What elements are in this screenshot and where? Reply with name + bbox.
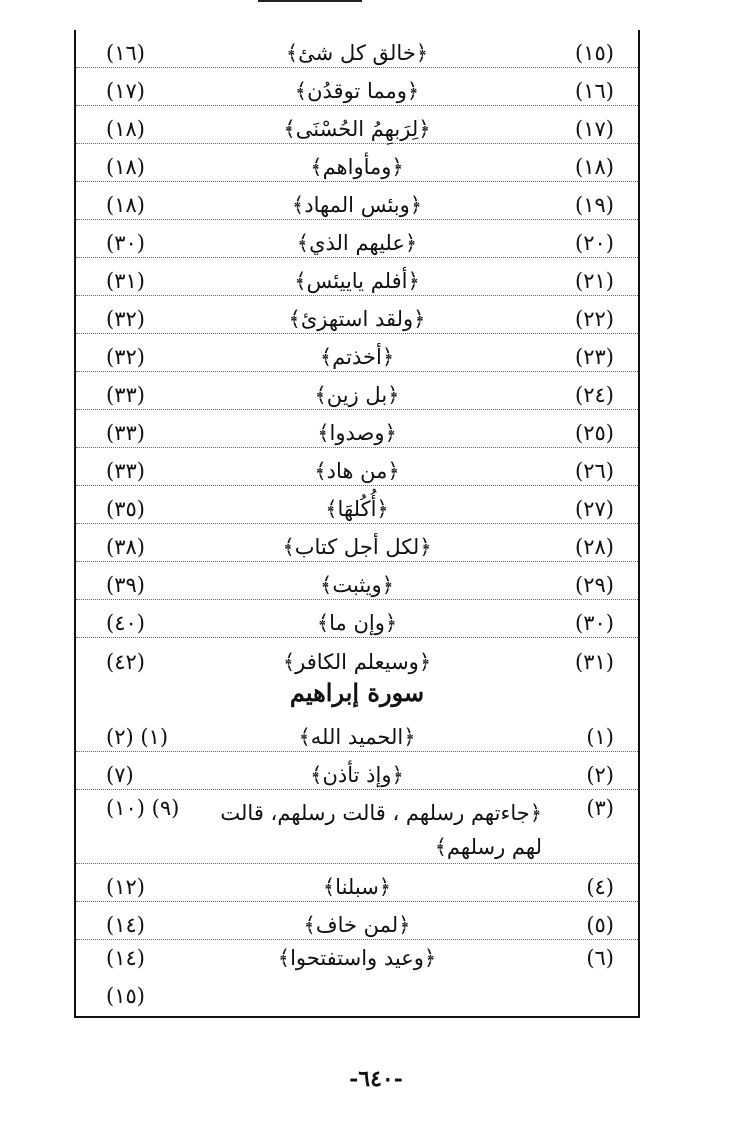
verse-number: (١٩): [575, 193, 614, 217]
verse-number: (١٦): [575, 79, 614, 103]
verse-words: ﴿أفلم ياييئس﴾: [294, 269, 420, 293]
verse-words: ﴿وإن ما﴾: [316, 611, 398, 635]
verse-words: ﴿أُكُلهَا﴾: [325, 497, 389, 521]
page-reference: (٣٣): [106, 459, 145, 483]
verse-words: ﴿بل زين﴾: [314, 383, 400, 407]
table-row: [76, 144, 638, 182]
page-reference: (٤٠): [106, 611, 145, 635]
table-row: [76, 410, 638, 448]
verse-number: (٤): [586, 875, 614, 899]
verse-words: ﴿سبلنا﴾: [322, 875, 392, 899]
page-reference: (١٦): [106, 41, 145, 65]
table-row: [76, 752, 638, 790]
verse-number: (٢٣): [575, 345, 614, 369]
verse-words: ﴿ومأواهم﴾: [310, 155, 404, 179]
verse-number: (٣): [586, 796, 614, 820]
verse-number: (١٨): [575, 155, 614, 179]
table-row: [76, 106, 638, 144]
table-row: [76, 714, 638, 752]
page-reference: (٣٢): [106, 307, 145, 331]
verse-number: (١): [586, 725, 614, 749]
verse-words: ﴿لِرَبهِمُ الحُسْنَى﴾: [283, 117, 431, 141]
verse-words: ﴿وإذ تأذن﴾: [310, 763, 404, 787]
index-table: [74, 30, 640, 1018]
verse-number: (٢٠): [575, 231, 614, 255]
table-row: [76, 68, 638, 106]
verse-number: (٦): [586, 946, 614, 970]
page-reference: (١٨): [106, 193, 145, 217]
page-reference: (٣٣): [106, 383, 145, 407]
page-reference: (٤٢): [106, 650, 145, 674]
page-reference: (١٨): [106, 117, 145, 141]
verse-words: ﴿خالق كل شئ﴾: [285, 41, 429, 65]
page-reference: (٣٩): [106, 573, 145, 597]
page-reference: (٣٠): [106, 231, 145, 255]
verse-words: ﴿وعيد واستفتحوا﴾: [277, 946, 437, 970]
verse-words: ﴿وسيعلم الكافر﴾: [282, 650, 432, 674]
verse-words: ﴿وصدوا﴾: [317, 421, 397, 445]
verse-words: ﴿ومما توقدُن﴾: [294, 79, 420, 103]
verse-number: (٢): [586, 763, 614, 787]
verse-number: (٥): [586, 913, 614, 937]
verse-words: ﴿ويثبت﴾: [320, 573, 394, 597]
page-reference: (١٨): [106, 155, 145, 179]
table-row: [76, 30, 638, 68]
verse-words: ﴿ولقد استهزئ﴾: [288, 307, 426, 331]
verse-words: ﴿عليهم الذي﴾: [296, 231, 418, 255]
page-reference-continued: (١٥): [106, 984, 145, 1008]
page-reference: (٣٥): [106, 497, 145, 521]
surah-title: سورة إبراهيم: [289, 678, 425, 707]
verse-words: ﴿وبئس المهاد﴾: [291, 193, 423, 217]
verse-words: ﴿لمن خاف﴾: [303, 913, 411, 937]
verse-number: (٢١): [575, 269, 614, 293]
verse-number: (٢٢): [575, 307, 614, 331]
verse-words: ﴿جاءتهم رسلهم ، قالت رسلهم، قالت لهم رسلهم﴾: [220, 801, 542, 859]
verse-words: ﴿لكل أجل كتاب﴾: [282, 535, 432, 559]
page-reference: (٣٣): [106, 421, 145, 445]
table-row: [76, 486, 638, 524]
verse-number: (٢٨): [575, 535, 614, 559]
table-row: [76, 220, 638, 258]
page-number: -٦٤٠-: [349, 1066, 403, 1092]
table-row: [76, 372, 638, 410]
table-row: [76, 638, 638, 676]
verse-number: (٢٩): [575, 573, 614, 597]
verse-number: (٢٥): [575, 421, 614, 445]
page-reference: (١٤): [106, 913, 145, 937]
table-row: [76, 864, 638, 902]
verse-number: (٢٧): [575, 497, 614, 521]
verse-words: ﴿أخذتم﴾: [319, 345, 395, 369]
verse-words: ﴿من هاد﴾: [314, 459, 400, 483]
verse-words: ﴿الحميد الله﴾: [298, 725, 416, 749]
page-reference: (١٤): [106, 946, 145, 970]
verse-number: (١٥): [575, 41, 614, 65]
table-row: [76, 562, 638, 600]
table-row: [76, 790, 638, 864]
top-rule: [258, 0, 362, 2]
verse-number: (١٧): [575, 117, 614, 141]
page-reference: (١٧): [106, 79, 145, 103]
verse-number: (٢٦): [575, 459, 614, 483]
table-row: [76, 182, 638, 220]
page-reference: (١٢): [106, 875, 145, 899]
page-reference: (١) (٢): [106, 725, 169, 749]
page-reference: (٣١): [106, 269, 145, 293]
verse-number: (٢٤): [575, 383, 614, 407]
table-row: [76, 448, 638, 486]
surah-heading-row: [76, 676, 638, 714]
index-rows: [76, 30, 638, 1012]
verse-number: (٣٠): [575, 611, 614, 635]
table-row: [76, 258, 638, 296]
page-reference: (٧): [106, 763, 134, 787]
table-row: [76, 940, 638, 1012]
table-row: [76, 296, 638, 334]
page-reference: (٣٨): [106, 535, 145, 559]
page-reference: (٣٢): [106, 345, 145, 369]
page-reference: (٩) (١٠): [106, 796, 180, 820]
table-row: [76, 902, 638, 940]
verse-number: (٣١): [575, 650, 614, 674]
table-row: [76, 600, 638, 638]
table-row: [76, 524, 638, 562]
table-row: [76, 334, 638, 372]
